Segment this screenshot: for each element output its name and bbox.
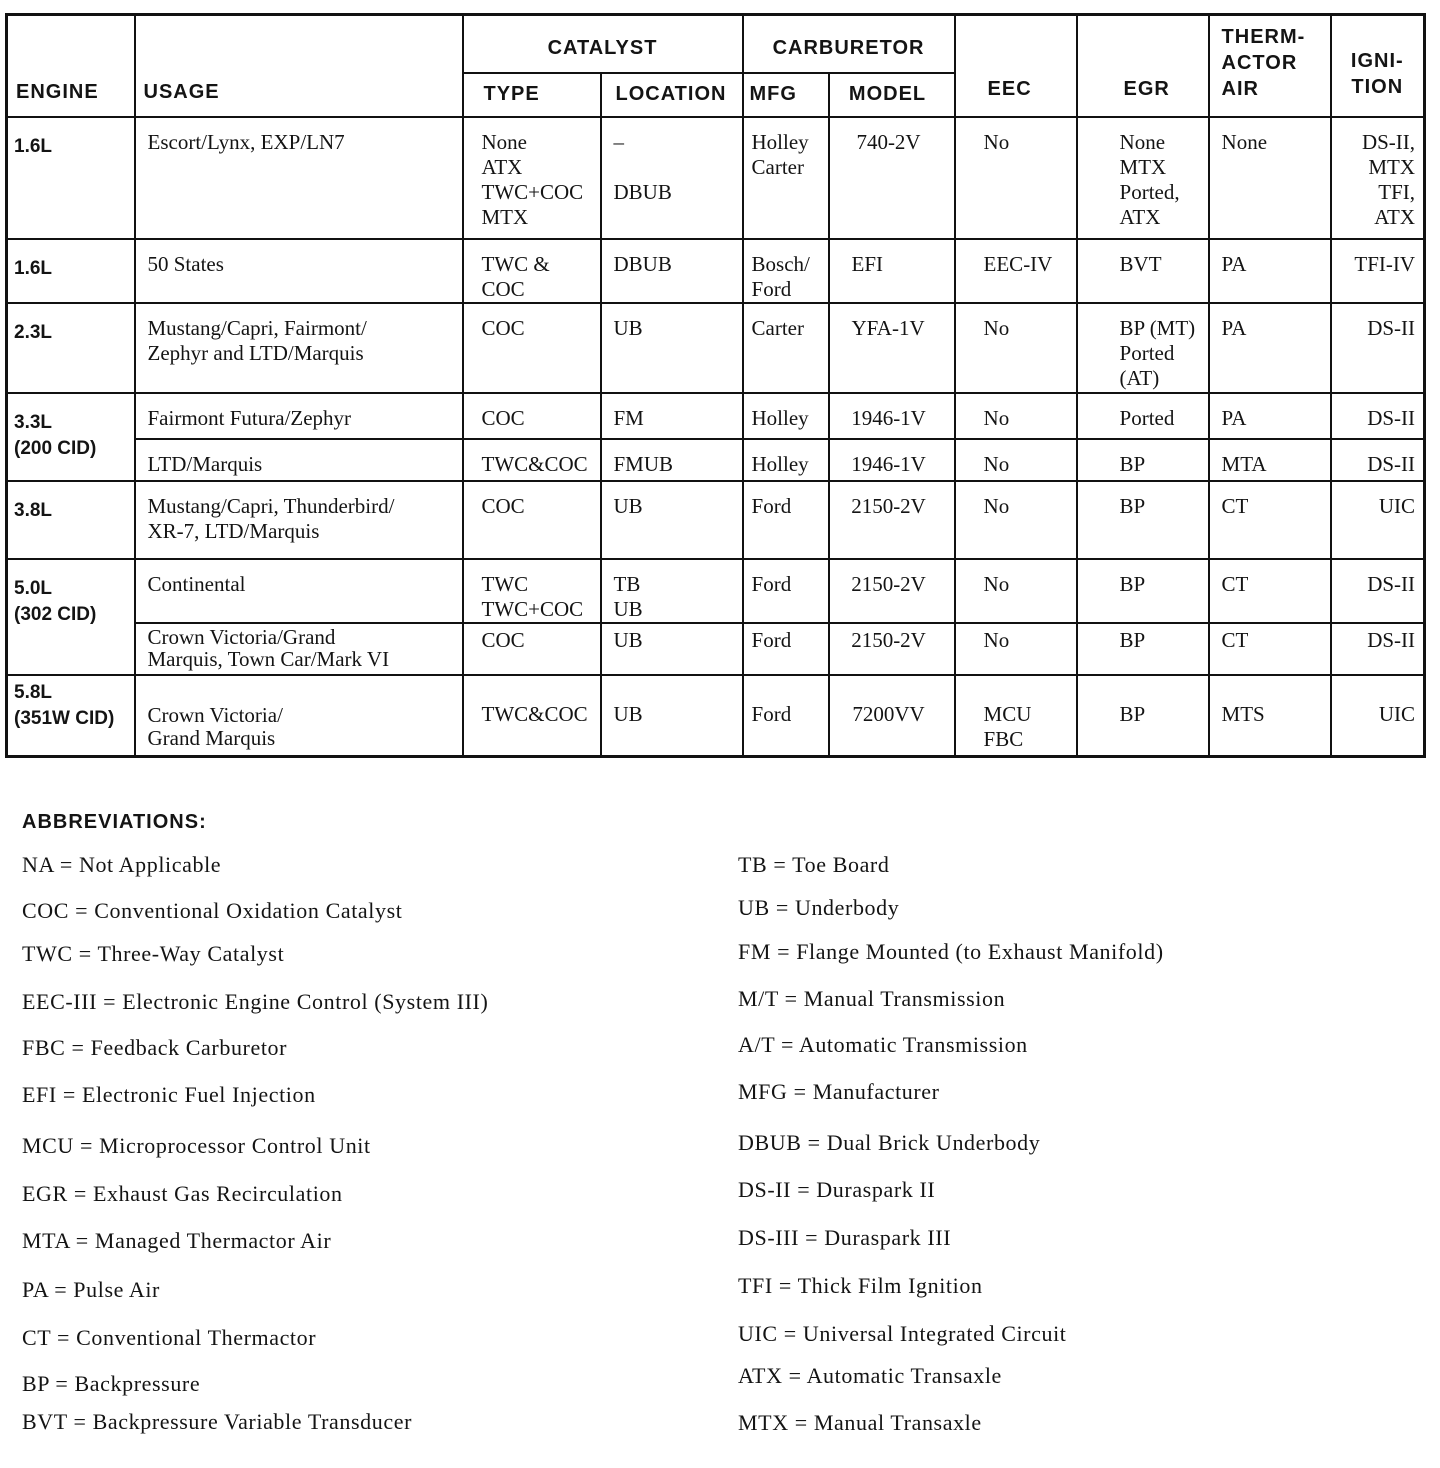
cell-line: BP (MT) bbox=[1119, 315, 1196, 340]
eec-cell bbox=[955, 623, 1077, 675]
cell-line: Marquis, Town Car/Mark VI bbox=[147, 646, 390, 671]
cell-line: BP bbox=[1119, 701, 1146, 726]
cell-line: Ford bbox=[751, 493, 792, 518]
eec-cell bbox=[955, 481, 1077, 559]
cell-line: 1.6L bbox=[14, 257, 53, 279]
catalyst-location-cell bbox=[601, 675, 743, 757]
header-ignition bbox=[1331, 15, 1425, 117]
carb-model-cell bbox=[829, 559, 955, 623]
header-catalyst-location: LOCATION bbox=[601, 73, 743, 117]
header-egr: EGR bbox=[1077, 15, 1209, 117]
usage-cell bbox=[135, 239, 463, 303]
ignition-cell bbox=[1331, 481, 1425, 559]
cell-line: TB bbox=[613, 571, 641, 596]
cell-line: Ported, bbox=[1119, 179, 1180, 204]
ignition-cell bbox=[1331, 303, 1425, 393]
engine-cell bbox=[7, 481, 135, 559]
carb-model-cell bbox=[829, 481, 955, 559]
abbreviation-item: UB = Underbody bbox=[738, 895, 900, 920]
egr-cell bbox=[1077, 559, 1209, 623]
cell-line: MTA bbox=[1221, 451, 1267, 476]
cell-line: 50 States bbox=[147, 251, 224, 276]
catalyst-type-cell bbox=[463, 439, 601, 481]
cell-line: Continental bbox=[147, 571, 246, 596]
table-row bbox=[7, 303, 1425, 393]
cell-line: 7200VV bbox=[852, 701, 925, 726]
egr-cell bbox=[1077, 439, 1209, 481]
cell-line: TWC bbox=[481, 571, 529, 596]
cell-line: 2150-2V bbox=[851, 493, 926, 518]
eec-cell bbox=[955, 559, 1077, 623]
cell-line: DBUB bbox=[613, 251, 672, 276]
egr-cell bbox=[1077, 303, 1209, 393]
egr-cell bbox=[1077, 393, 1209, 439]
cell-line: 2150-2V bbox=[851, 627, 926, 652]
usage-cell bbox=[135, 675, 463, 757]
cell-line: No bbox=[983, 571, 1010, 596]
header-thermactor-line-2: ACTOR bbox=[1221, 51, 1298, 74]
cell-line: (AT) bbox=[1119, 365, 1160, 390]
cell-line: (351W CID) bbox=[14, 707, 115, 729]
cell-line: Bosch/ bbox=[751, 251, 810, 276]
carb-mfg-cell bbox=[743, 623, 829, 675]
cell-line: (302 CID) bbox=[14, 603, 97, 625]
catalyst-type-cell bbox=[463, 559, 601, 623]
cell-line: DBUB bbox=[613, 179, 672, 204]
thermactor-air-cell bbox=[1209, 623, 1331, 675]
engine-cell bbox=[7, 393, 135, 481]
cell-line: 1.6L bbox=[14, 135, 53, 157]
cell-line: 3.3L bbox=[14, 411, 53, 433]
cell-line: TWC+COC bbox=[481, 179, 584, 204]
cell-line: DS-II bbox=[1367, 627, 1416, 652]
table-body bbox=[7, 117, 1425, 757]
carb-mfg-cell bbox=[743, 303, 829, 393]
cell-line: Fairmont Futura/Zephyr bbox=[147, 405, 352, 430]
cell-line: COC bbox=[481, 627, 525, 652]
cell-line: Zephyr and LTD/Marquis bbox=[147, 340, 364, 365]
abbreviation-item: MTX = Manual Transaxle bbox=[738, 1410, 982, 1435]
abbreviation-item: MFG = Manufacturer bbox=[738, 1079, 940, 1104]
cell-line: Mustang/Capri, Thunderbird/ bbox=[147, 493, 395, 518]
cell-line: 3.8L bbox=[14, 499, 53, 521]
ignition-cell bbox=[1331, 675, 1425, 757]
abbreviation-item: DS-II = Duraspark II bbox=[738, 1177, 936, 1202]
cell-line: No bbox=[983, 627, 1010, 652]
cell-line: UIC bbox=[1378, 701, 1416, 726]
cell-line: Carter bbox=[751, 315, 804, 340]
egr-cell bbox=[1077, 675, 1209, 757]
cell-line: COC bbox=[481, 405, 525, 430]
cell-line: FBC bbox=[983, 726, 1024, 751]
cell-line: Ford bbox=[751, 571, 792, 596]
abbreviation-item: NA = Not Applicable bbox=[22, 852, 222, 877]
abbreviation-item: ATX = Automatic Transaxle bbox=[738, 1363, 1002, 1388]
abbreviation-item: MCU = Microprocessor Control Unit bbox=[22, 1133, 371, 1158]
abbreviation-item: DBUB = Dual Brick Underbody bbox=[738, 1130, 1041, 1155]
header-carb-model: MODEL bbox=[829, 73, 955, 117]
cell-line: Holley bbox=[751, 451, 809, 476]
catalyst-location-cell bbox=[601, 239, 743, 303]
carb-mfg-cell bbox=[743, 117, 829, 239]
ignition-cell bbox=[1331, 117, 1425, 239]
usage-cell bbox=[135, 117, 463, 239]
thermactor-air-cell bbox=[1209, 439, 1331, 481]
cell-line bbox=[614, 155, 736, 180]
table-row bbox=[7, 117, 1425, 239]
abbreviations-title: ABBREVIATIONS: bbox=[22, 811, 207, 833]
eec-cell bbox=[955, 117, 1077, 239]
table-row bbox=[7, 393, 1425, 439]
catalyst-location-cell bbox=[601, 117, 743, 239]
usage-cell bbox=[135, 393, 463, 439]
cell-line: No bbox=[983, 315, 1010, 340]
abbreviation-item: MTA = Managed Thermactor Air bbox=[22, 1228, 332, 1253]
cell-line: TWC & bbox=[481, 251, 550, 276]
egr-cell bbox=[1077, 623, 1209, 675]
carb-mfg-cell bbox=[743, 481, 829, 559]
abbreviation-item: TB = Toe Board bbox=[738, 852, 890, 877]
cell-line: Escort/Lynx, EXP/LN7 bbox=[147, 129, 345, 154]
engine-cell bbox=[7, 303, 135, 393]
cell-line: Holley bbox=[751, 405, 809, 430]
eec-cell bbox=[955, 393, 1077, 439]
eec-cell bbox=[955, 239, 1077, 303]
ignition-cell bbox=[1331, 559, 1425, 623]
cell-line: DS-II bbox=[1367, 315, 1416, 340]
cell-line: BP bbox=[1119, 493, 1146, 518]
abbreviation-item: FBC = Feedback Carburetor bbox=[22, 1035, 288, 1060]
carb-model-cell bbox=[829, 303, 955, 393]
catalyst-location-cell bbox=[601, 439, 743, 481]
cell-line: COC bbox=[481, 493, 525, 518]
cell-line: None bbox=[1119, 129, 1166, 154]
cell-line: 5.0L bbox=[14, 577, 53, 599]
table-header bbox=[7, 15, 1425, 117]
usage-cell bbox=[135, 303, 463, 393]
abbreviation-item: M/T = Manual Transmission bbox=[738, 986, 1006, 1011]
engine-cell bbox=[7, 559, 135, 675]
carb-model-cell bbox=[829, 239, 955, 303]
ignition-cell bbox=[1331, 239, 1425, 303]
header-usage: USAGE bbox=[135, 15, 463, 117]
header-thermactor-line-3: AIR bbox=[1221, 77, 1259, 100]
cell-line: DS-II bbox=[1367, 571, 1416, 596]
usage-cell bbox=[135, 559, 463, 623]
cell-line: LTD/Marquis bbox=[147, 451, 263, 476]
cell-line: Crown Victoria/ bbox=[147, 702, 283, 727]
catalyst-type-cell bbox=[463, 481, 601, 559]
catalyst-type-cell bbox=[463, 675, 601, 757]
engine-cell bbox=[7, 675, 135, 757]
abbreviation-item: EGR = Exhaust Gas Recirculation bbox=[22, 1181, 343, 1206]
cell-line: EEC-IV bbox=[983, 251, 1053, 276]
header-ignition-line-1: IGNI- bbox=[1350, 49, 1404, 72]
cell-line: TFI-IV bbox=[1354, 251, 1416, 276]
catalyst-location-cell bbox=[601, 481, 743, 559]
catalyst-location-cell bbox=[601, 393, 743, 439]
catalyst-type-cell bbox=[463, 303, 601, 393]
cell-line: XR-7, LTD/Marquis bbox=[147, 518, 320, 543]
engine-cell bbox=[7, 239, 135, 303]
usage-cell bbox=[135, 439, 463, 481]
ignition-cell bbox=[1331, 439, 1425, 481]
usage-cell bbox=[135, 623, 463, 675]
catalyst-type-cell bbox=[463, 393, 601, 439]
cell-line: No bbox=[983, 405, 1010, 430]
cell-line: (200 CID) bbox=[14, 437, 97, 459]
cell-line: No bbox=[983, 493, 1010, 518]
carb-mfg-cell bbox=[743, 393, 829, 439]
cell-line: UB bbox=[613, 596, 643, 621]
cell-line: BP bbox=[1119, 451, 1146, 476]
table-row bbox=[7, 481, 1425, 559]
carb-model-cell bbox=[829, 675, 955, 757]
thermactor-air-cell bbox=[1209, 117, 1331, 239]
cell-line: None bbox=[481, 129, 527, 154]
cell-line: Crown Victoria/Grand bbox=[147, 624, 336, 649]
cell-line: 5.8L bbox=[14, 681, 53, 703]
eec-cell bbox=[955, 439, 1077, 481]
header-catalyst-type: TYPE bbox=[463, 73, 601, 117]
carb-mfg-cell bbox=[743, 559, 829, 623]
emission-spec-table bbox=[5, 13, 1426, 758]
cell-line: MCU bbox=[983, 701, 1032, 726]
thermactor-air-cell bbox=[1209, 675, 1331, 757]
cell-line: TWC&COC bbox=[481, 451, 588, 476]
eec-cell bbox=[955, 675, 1077, 757]
cell-line: None bbox=[1221, 129, 1268, 154]
cell-line: MTX bbox=[481, 204, 529, 229]
cell-line: CT bbox=[1221, 627, 1249, 652]
cell-line: YFA-1V bbox=[851, 315, 925, 340]
cell-line: BP bbox=[1119, 627, 1146, 652]
abbreviation-item: EFI = Electronic Fuel Injection bbox=[22, 1082, 316, 1107]
carb-model-cell bbox=[829, 623, 955, 675]
cell-line: TWC+COC bbox=[481, 596, 584, 621]
carb-mfg-cell bbox=[743, 675, 829, 757]
egr-cell bbox=[1077, 481, 1209, 559]
cell-line: UB bbox=[613, 627, 643, 652]
abbreviation-item: UIC = Universal Integrated Circuit bbox=[738, 1321, 1067, 1346]
table-row bbox=[7, 439, 1425, 481]
catalyst-type-cell bbox=[463, 117, 601, 239]
cell-line: – bbox=[613, 129, 624, 154]
abbreviation-item: PA = Pulse Air bbox=[22, 1277, 160, 1302]
catalyst-type-cell bbox=[463, 623, 601, 675]
header-thermactor-air bbox=[1209, 15, 1331, 117]
cell-line: CT bbox=[1221, 493, 1249, 518]
egr-cell bbox=[1077, 239, 1209, 303]
carb-mfg-cell bbox=[743, 439, 829, 481]
header-ignition-line-2: TION bbox=[1351, 75, 1404, 98]
cell-line: 1946-1V bbox=[851, 405, 926, 430]
table-row bbox=[7, 675, 1425, 757]
cell-line: ATX bbox=[1119, 204, 1161, 229]
table-row bbox=[7, 239, 1425, 303]
header-carb-mfg: MFG bbox=[743, 73, 829, 117]
cell-line: UIC bbox=[1378, 493, 1416, 518]
cell-line: PA bbox=[1221, 251, 1247, 276]
cell-line: Ported bbox=[1119, 340, 1175, 365]
cell-line: 740-2V bbox=[856, 129, 921, 154]
cell-line: PA bbox=[1221, 315, 1247, 340]
abbreviation-item: BP = Backpressure bbox=[22, 1371, 201, 1396]
thermactor-air-cell bbox=[1209, 393, 1331, 439]
carb-model-cell bbox=[829, 117, 955, 239]
catalyst-location-cell bbox=[601, 559, 743, 623]
cell-line: BVT bbox=[1119, 251, 1162, 276]
engine-cell bbox=[7, 117, 135, 239]
cell-line: FM bbox=[613, 405, 644, 430]
cell-line: CT bbox=[1221, 571, 1249, 596]
cell-line: EFI bbox=[851, 251, 884, 276]
thermactor-air-cell bbox=[1209, 239, 1331, 303]
header-eec: EEC bbox=[955, 15, 1077, 117]
catalyst-location-cell bbox=[601, 623, 743, 675]
abbreviation-item: EEC-III = Electronic Engine Control (System III) bbox=[22, 989, 489, 1014]
thermactor-air-cell bbox=[1209, 481, 1331, 559]
cell-line: ATX bbox=[1374, 204, 1416, 229]
thermactor-air-cell bbox=[1209, 559, 1331, 623]
carb-model-cell bbox=[829, 439, 955, 481]
thermactor-air-cell bbox=[1209, 303, 1331, 393]
cell-line: MTS bbox=[1221, 701, 1265, 726]
cell-line: Ford bbox=[751, 701, 792, 726]
ignition-cell bbox=[1331, 393, 1425, 439]
cell-line: FMUB bbox=[613, 451, 674, 476]
catalyst-location-cell bbox=[601, 303, 743, 393]
cell-line: DS-II bbox=[1367, 405, 1416, 430]
eec-cell bbox=[955, 303, 1077, 393]
cell-line: 2.3L bbox=[14, 321, 53, 343]
cell-line: MTX bbox=[1119, 154, 1167, 179]
cell-line: MTX bbox=[1368, 154, 1416, 179]
cell-line: DS-II, bbox=[1361, 129, 1416, 154]
cell-line: 2150-2V bbox=[851, 571, 926, 596]
cell-line: TWC&COC bbox=[481, 701, 588, 726]
cell-line: PA bbox=[1221, 405, 1247, 430]
abbreviation-item: FM = Flange Mounted (to Exhaust Manifold) bbox=[738, 939, 1164, 964]
cell-line: Carter bbox=[751, 154, 804, 179]
carb-model-cell bbox=[829, 393, 955, 439]
abbreviation-item: DS-III = Duraspark III bbox=[738, 1225, 952, 1250]
cell-line: UB bbox=[613, 315, 643, 340]
cell-line: No bbox=[983, 129, 1010, 154]
table-row bbox=[7, 623, 1425, 675]
header-thermactor-line-1: THERM- bbox=[1221, 25, 1306, 48]
cell-line: TFI, bbox=[1378, 179, 1416, 204]
cell-line: Ford bbox=[751, 276, 792, 301]
table-row bbox=[7, 559, 1425, 623]
cell-line: DS-II bbox=[1367, 451, 1416, 476]
abbreviation-item: CT = Conventional Thermactor bbox=[22, 1325, 317, 1350]
header-engine: ENGINE bbox=[7, 15, 135, 117]
cell-line: UB bbox=[613, 493, 643, 518]
cell-line: ATX bbox=[481, 154, 523, 179]
cell-line: No bbox=[983, 451, 1010, 476]
abbreviation-item: TWC = Three-Way Catalyst bbox=[22, 941, 285, 966]
abbreviation-item: BVT = Backpressure Variable Transducer bbox=[22, 1409, 412, 1434]
catalyst-type-cell bbox=[463, 239, 601, 303]
cell-line: Grand Marquis bbox=[147, 725, 276, 750]
cell-line: COC bbox=[481, 315, 525, 340]
cell-line: Ford bbox=[751, 627, 792, 652]
carb-mfg-cell bbox=[743, 239, 829, 303]
cell-line: BP bbox=[1119, 571, 1146, 596]
header-carburetor: CARBURETOR bbox=[743, 15, 955, 73]
cell-line: Ported bbox=[1119, 405, 1175, 430]
ignition-cell bbox=[1331, 623, 1425, 675]
cell-line: 1946-1V bbox=[851, 451, 926, 476]
cell-line: COC bbox=[481, 276, 525, 301]
usage-cell bbox=[135, 481, 463, 559]
abbreviation-item: A/T = Automatic Transmission bbox=[738, 1032, 1028, 1057]
abbreviation-item: TFI = Thick Film Ignition bbox=[738, 1273, 983, 1298]
abbreviation-item: COC = Conventional Oxidation Catalyst bbox=[22, 898, 403, 923]
cell-line: UB bbox=[613, 701, 643, 726]
egr-cell bbox=[1077, 117, 1209, 239]
cell-line: Mustang/Capri, Fairmont/ bbox=[147, 315, 367, 340]
header-catalyst: CATALYST bbox=[463, 15, 743, 73]
cell-line: Holley bbox=[751, 129, 809, 154]
